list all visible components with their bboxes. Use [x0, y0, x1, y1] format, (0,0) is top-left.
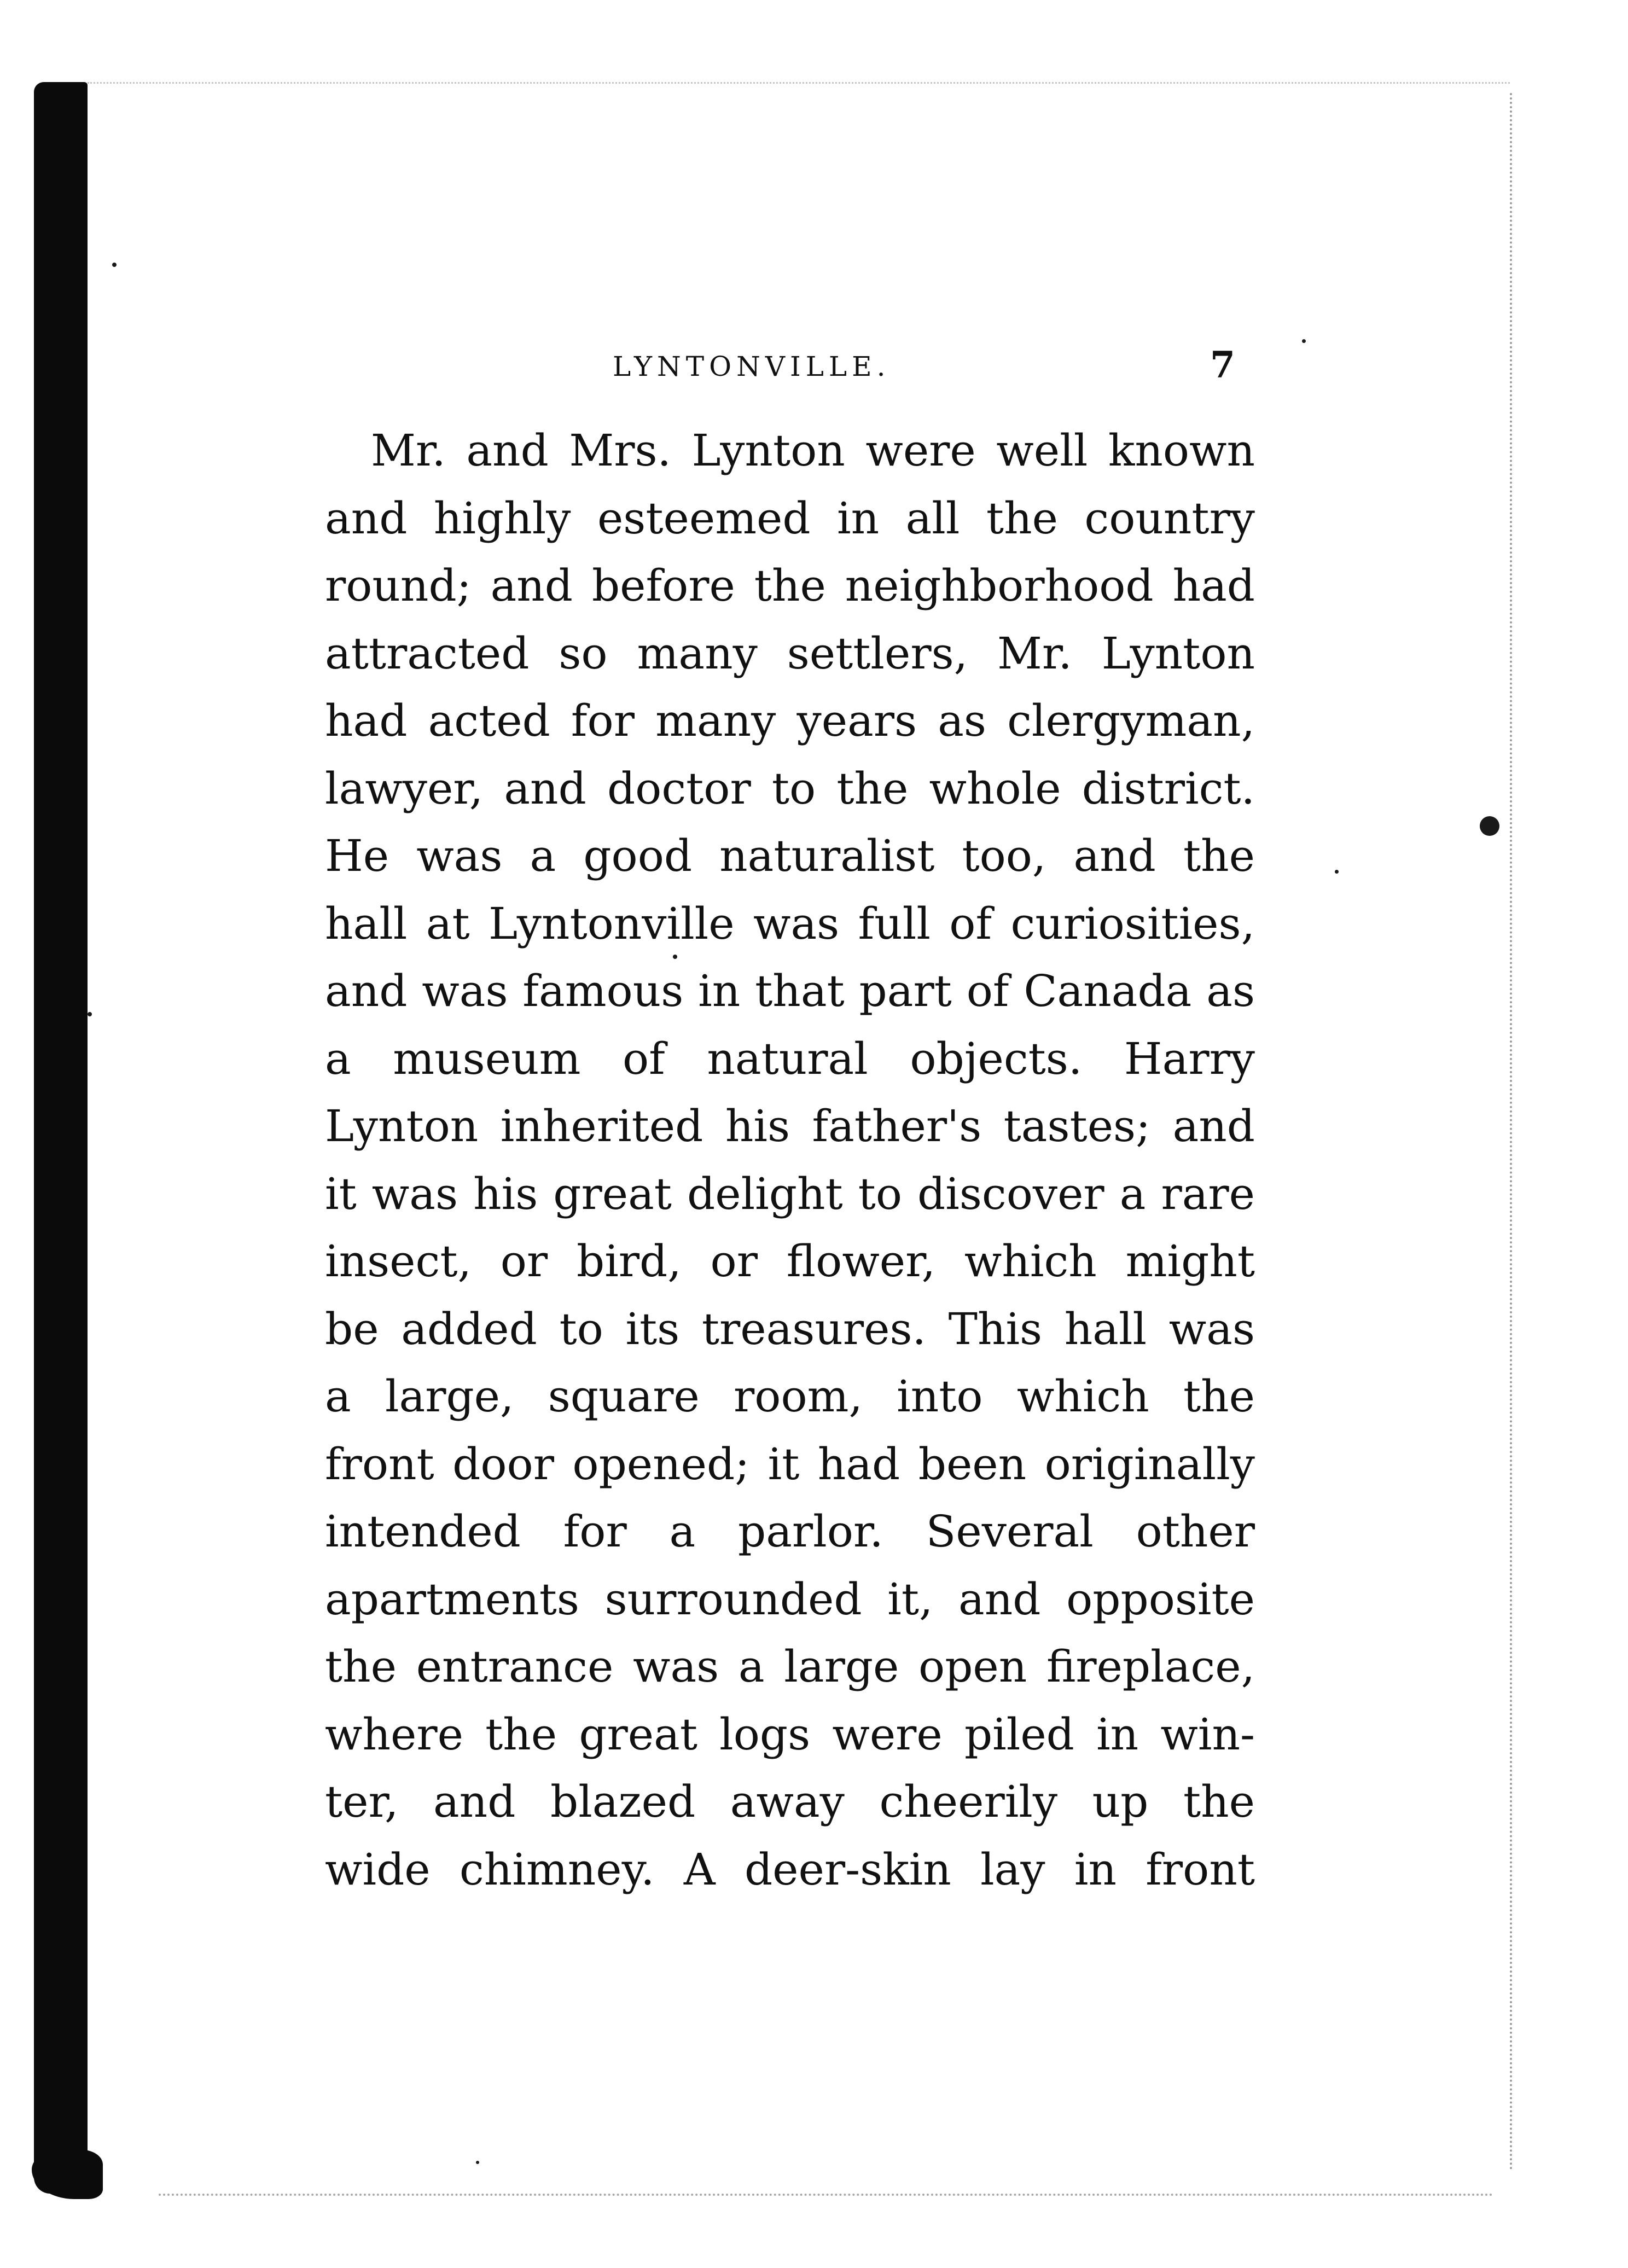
text-line: a museum of natural objects. Harry [325, 1033, 1255, 1084]
page-edge-bottom [159, 2194, 1493, 2198]
text-line: where the great logs were piled in win- [325, 1708, 1255, 1760]
ink-speck [112, 263, 117, 267]
text-line: insect, or bird, or flower, which might [325, 1236, 1255, 1287]
ink-speck [88, 1012, 92, 1016]
ink-speck [1335, 870, 1339, 874]
page-edge-right [1508, 93, 1512, 2172]
text-line: apartments surrounded it, and opposite [325, 1573, 1255, 1625]
text-line: be added to its treasures. This hall was [325, 1303, 1255, 1354]
text-line: ter, and blazed away cheerily up the [325, 1776, 1255, 1827]
ink-speck [1302, 339, 1306, 343]
text-line: attracted so many settlers, Mr. Lynton [325, 627, 1255, 679]
text-line: He was a good naturalist too, and the [325, 830, 1255, 881]
page-edge-top [88, 82, 1510, 86]
ink-blot [1480, 816, 1499, 836]
body-text [325, 417, 1255, 1903]
running-title: LYNTONVILLE. [613, 351, 891, 382]
text-line: front door opened; it had been originally [325, 1438, 1255, 1490]
text-line: the entrance was a large open fireplace, [325, 1641, 1255, 1692]
text-line: and highly esteemed in all the country [325, 492, 1255, 544]
text-line: wide chimney. A deer-skin lay in front [325, 1844, 1255, 1895]
text-line: had acted for many years as clergyman, [325, 695, 1255, 746]
text-line: lawyer, and doctor to the whole district. [325, 763, 1255, 814]
text-line: hall at Lyntonville was full of curiosities, [325, 898, 1255, 949]
binding-shadow [34, 82, 88, 2194]
page-header [613, 344, 1247, 394]
text-line: it was his great delight to discover a rare [325, 1168, 1255, 1219]
text-line: Lynton inherited his father's tastes; and [325, 1101, 1255, 1152]
text-line: round; and before the neighborhood had [325, 560, 1255, 611]
ink-speck [476, 2161, 479, 2164]
text-line: and was famous in that part of Canada as [325, 966, 1255, 1016]
text-line: a large, square room, into which the [325, 1371, 1255, 1422]
text-line: intended for a parlor. Several other [325, 1506, 1255, 1557]
text-line: Mr. and Mrs. Lynton were well known [371, 425, 1255, 476]
page-number: 7 [1210, 344, 1235, 386]
